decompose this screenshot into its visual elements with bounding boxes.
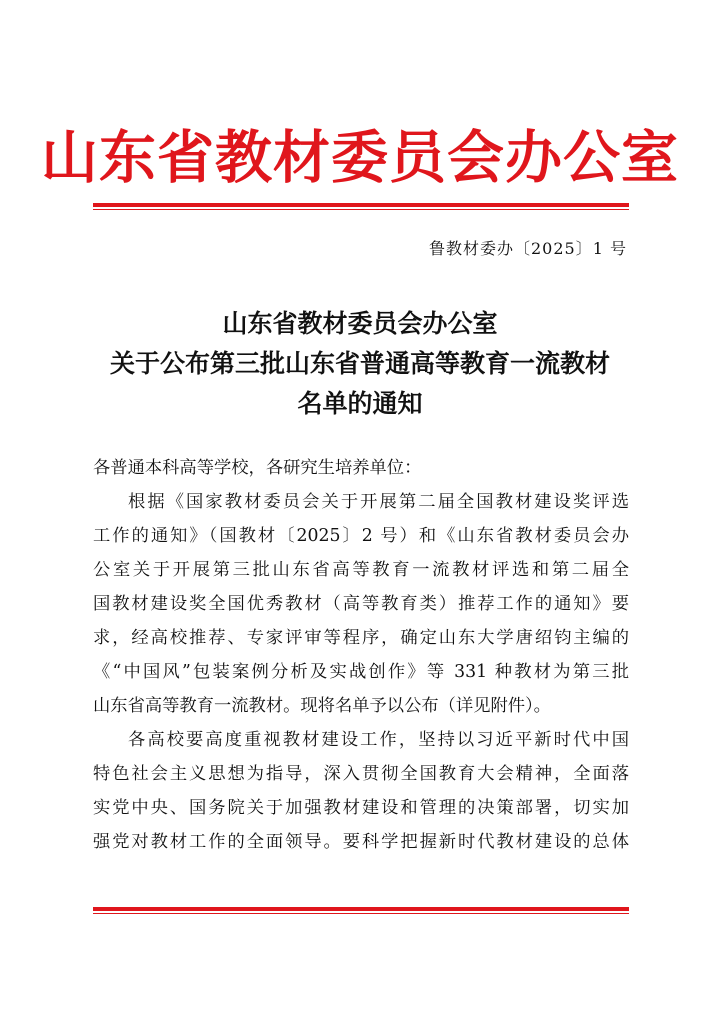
- addressee: 各普通本科高等学校，各研究生培养单位：: [93, 458, 422, 478]
- paragraph-line: 求，经高校推荐、专家评审等程序，确定山东大学唐绍钧主编的: [93, 628, 629, 648]
- document-title-line-3: 名单的通知: [297, 389, 423, 418]
- paragraph-line: 《“中国风”包装案例分析及实战创作》等 331 种教材为第三批: [93, 662, 629, 682]
- document-body: [93, 451, 629, 859]
- paragraph-line: 国教材建设奖全国优秀教材（高等教育类）推荐工作的通知》要: [93, 594, 629, 614]
- paragraph-line: 特色社会主义思想为指导，深入贯彻全国教育大会精神，全面落: [93, 764, 629, 784]
- document-number: 鲁教材委办〔2025〕1 号: [429, 239, 627, 258]
- document-title-line-1: 山东省教材委员会办公室: [222, 309, 498, 338]
- document-title-line-2: 关于公布第三批山东省普通高等教育一流教材: [109, 349, 610, 378]
- org-header-title: 山东省教材委员会办公室: [41, 124, 679, 191]
- header-rule-thin: [93, 209, 629, 210]
- header-rule-thick: [93, 203, 629, 207]
- paragraph-1: [93, 485, 629, 723]
- footer-rule-thick: [93, 907, 629, 911]
- paragraph-2: [93, 723, 629, 859]
- paragraph-line: 山东省高等教育一流教材。现将名单予以公布（详见附件）。: [93, 696, 551, 716]
- footer-rule-thin: [93, 913, 629, 914]
- paragraph-line: 实党中央、国务院关于加强教材建设和管理的决策部署，切实加: [93, 798, 629, 818]
- paragraph-line: 公室关于开展第三批山东省高等教育一流教材评选和第二届全: [93, 560, 629, 580]
- paragraph-line: 各高校要高度重视教材建设工作，坚持以习近平新时代中国: [128, 730, 629, 750]
- paragraph-line: 强党对教材工作的全面领导。要科学把握新时代教材建设的总体: [93, 832, 629, 852]
- paragraph-line: 工作的通知》（国教材〔2025〕2 号）和《山东省教材委员会办: [93, 526, 629, 546]
- paragraph-line: 根据《国家教材委员会关于开展第二届全国教材建设奖评选: [128, 492, 629, 512]
